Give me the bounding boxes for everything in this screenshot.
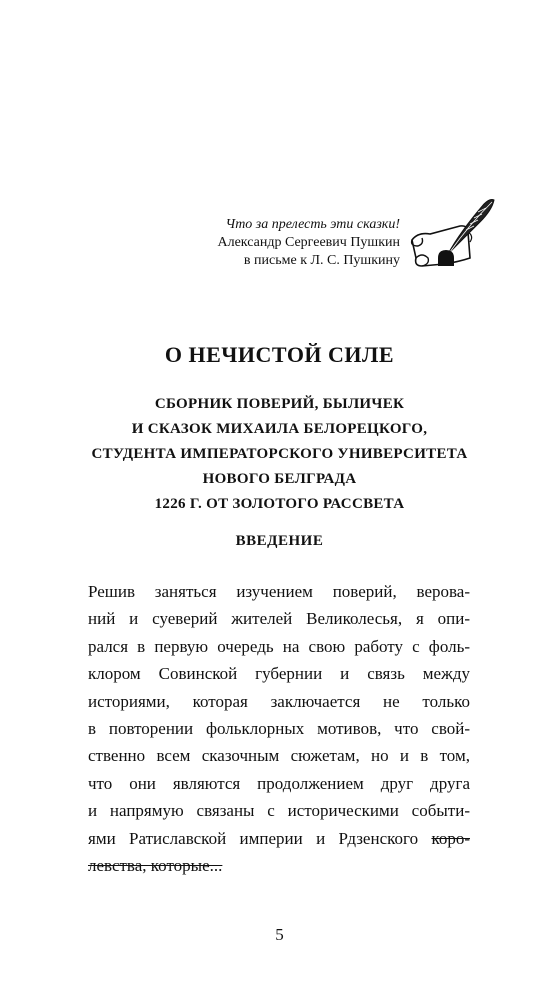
epigraph-author: Александр Сергеевич Пушкин bbox=[217, 235, 400, 250]
subtitle-line: СТУДЕНТА ИМПЕРАТОРСКОГО УНИВЕРСИТЕТА bbox=[91, 446, 468, 462]
epigraph-source: в письме к Л. С. Пушкину bbox=[243, 253, 400, 268]
body-line bbox=[88, 825, 470, 852]
book-subtitle bbox=[0, 392, 559, 517]
epigraph-quote: Что за прелесть эти сказки! bbox=[225, 217, 400, 232]
body-line: клором Совинской губернии и связь между bbox=[88, 664, 470, 684]
section-heading: ВВЕДЕНИЕ bbox=[235, 533, 324, 549]
body-line: ственно всем сказочным сюжетам, но и в том, bbox=[88, 746, 470, 766]
subtitle-line: СБОРНИК ПОВЕРИЙ, БЫЛИЧЕК bbox=[154, 396, 405, 412]
body-line: историями, которая заключается не только bbox=[88, 691, 470, 711]
subtitle-line: И СКАЗОК МИХАИЛА БЕЛОРЕЦКОГО, bbox=[131, 421, 428, 437]
body-line: ний и суеверий жителей Великолесья, я опи- bbox=[88, 609, 470, 629]
quill-and-scroll-icon bbox=[408, 196, 498, 276]
page-number: 5 bbox=[275, 925, 284, 944]
body-paragraph bbox=[88, 578, 470, 879]
body-text: ями Ратиславской империи и Рдзенского bbox=[88, 828, 432, 848]
body-line: что они являются продолжением друг друга bbox=[88, 773, 470, 793]
body-line bbox=[88, 852, 470, 879]
struck-text: коро- bbox=[431, 828, 470, 848]
subtitle-line: 1226 Г. ОТ ЗОЛОТОГО РАССВЕТА bbox=[154, 496, 405, 512]
epigraph bbox=[165, 216, 400, 270]
subtitle-line: НОВОГО БЕЛГРАДА bbox=[202, 471, 357, 487]
body-line: в повторении фольклорных мотивов, что свой- bbox=[88, 719, 470, 739]
body-line: рался в первую очередь на свою работу с фоль- bbox=[88, 636, 470, 656]
body-line: Решив заняться изучением поверий, верова- bbox=[88, 582, 470, 601]
body-line: и напрямую связаны с историческими событи- bbox=[88, 801, 470, 821]
book-title: О НЕЧИСТОЙ СИЛЕ bbox=[164, 342, 395, 367]
struck-text: левства, которые... bbox=[88, 856, 223, 876]
